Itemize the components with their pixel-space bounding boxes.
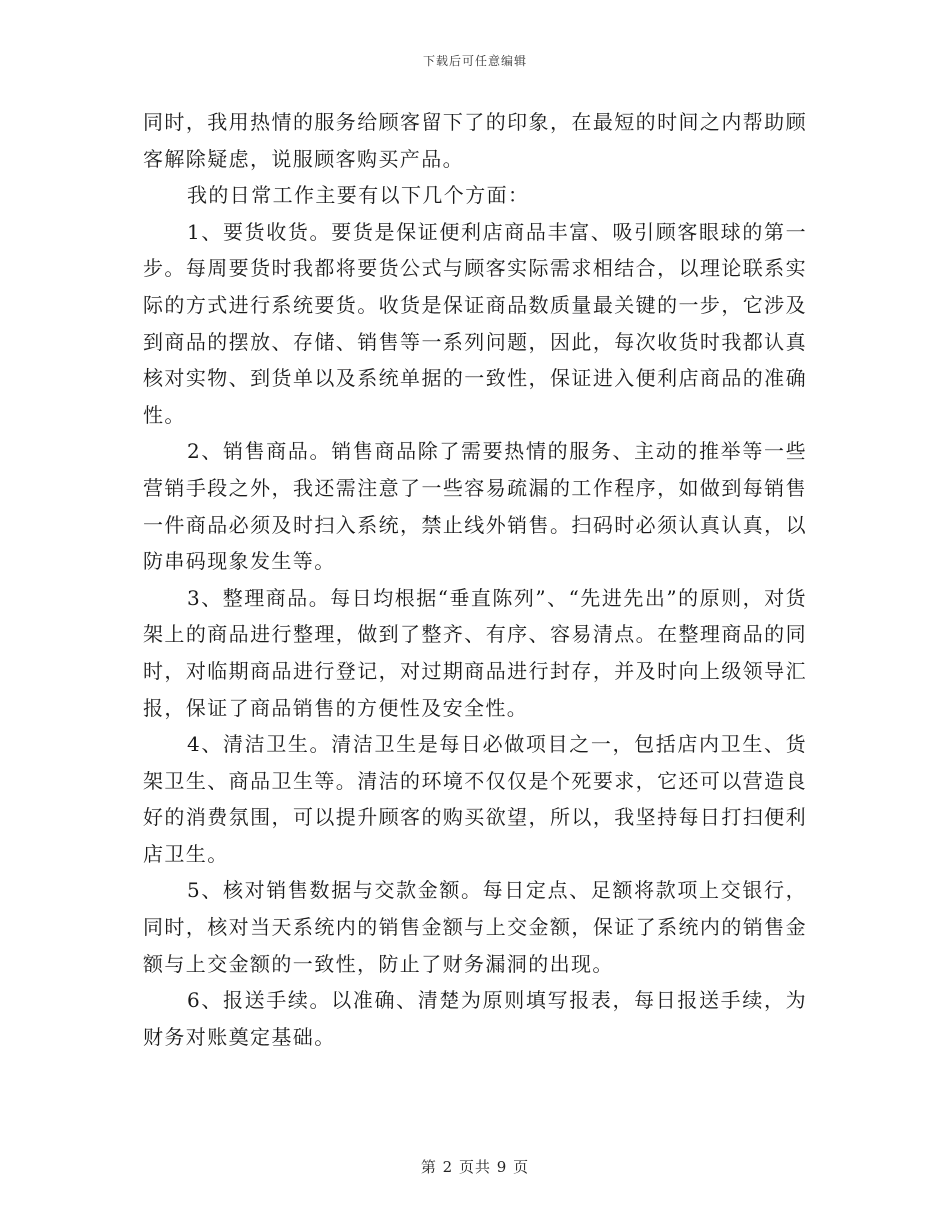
paragraph-item-5: 5、核对销售数据与交款金额。每日定点、足额将款项上交银行，同时，核对当天系统内的销售金额与上交金额，保证了系统内的销售金额与上交金额的一致性，防止了财务漏洞的出现。: [143, 878, 807, 976]
page-number: 第 2 页共 9 页: [420, 1158, 530, 1176]
paragraph-intro: 我的日常工作主要有以下几个方面：: [187, 183, 530, 208]
paragraph-item-6: 6、报送手续。以准确、清楚为原则填写报表，每日报送手续，为财务对账奠定基础。: [143, 988, 807, 1049]
page-header: 下载后可任意编辑: [422, 54, 527, 68]
paragraph-item-2: 2、销售商品。销售商品除了需要热情的服务、主动的推举等一些营销手段之外，我还需注意了一些容易疏漏的工作程序，如做到每销售一件商品必须及时扫入系统，禁止线外销售。扫码时必须认真认真，以防串码现象发生等。: [143, 439, 807, 574]
document-body: [143, 104, 807, 1055]
paragraph-continuation: 同时，我用热情的服务给顾客留下了的印象，在最短的时间之内帮助顾客解除疑虑，说服顾客购买产品。: [143, 110, 807, 171]
paragraph-item-4: 4、清洁卫生。清洁卫生是每日必做项目之一，包括店内卫生、货架卫生、商品卫生等。清洁的环境不仅仅是个死要求，它还可以营造良好的消费氛围，可以提升顾客的购买欲望，所以，我坚持每日打扫便利店卫生。: [143, 732, 807, 866]
paragraph-item-1: 1、要货收货。要货是保证便利店商品丰富、吸引顾客眼球的第一步。每周要货时我都将要货公式与顾客实际需求相结合，以理论联系实际的方式进行系统要货。收货是保证商品数质量最关键的一步，它涉及到商品的摆放、存储、销售等一系列问题，因此，每次收货时我都认真核对实物、到货单以及系统单据的一致性，保证进入便利店商品的准确性。: [143, 219, 807, 427]
paragraph-item-3: 3、整理商品。每日均根据“垂直陈列”、“先进先出”的原则，对货架上的商品进行整理，做到了整齐、有序、容易清点。在整理商品的同时，对临期商品进行登记，对过期商品进行封存，并及时向上级领导汇报，保证了商品销售的方便性及安全性。: [143, 585, 807, 720]
